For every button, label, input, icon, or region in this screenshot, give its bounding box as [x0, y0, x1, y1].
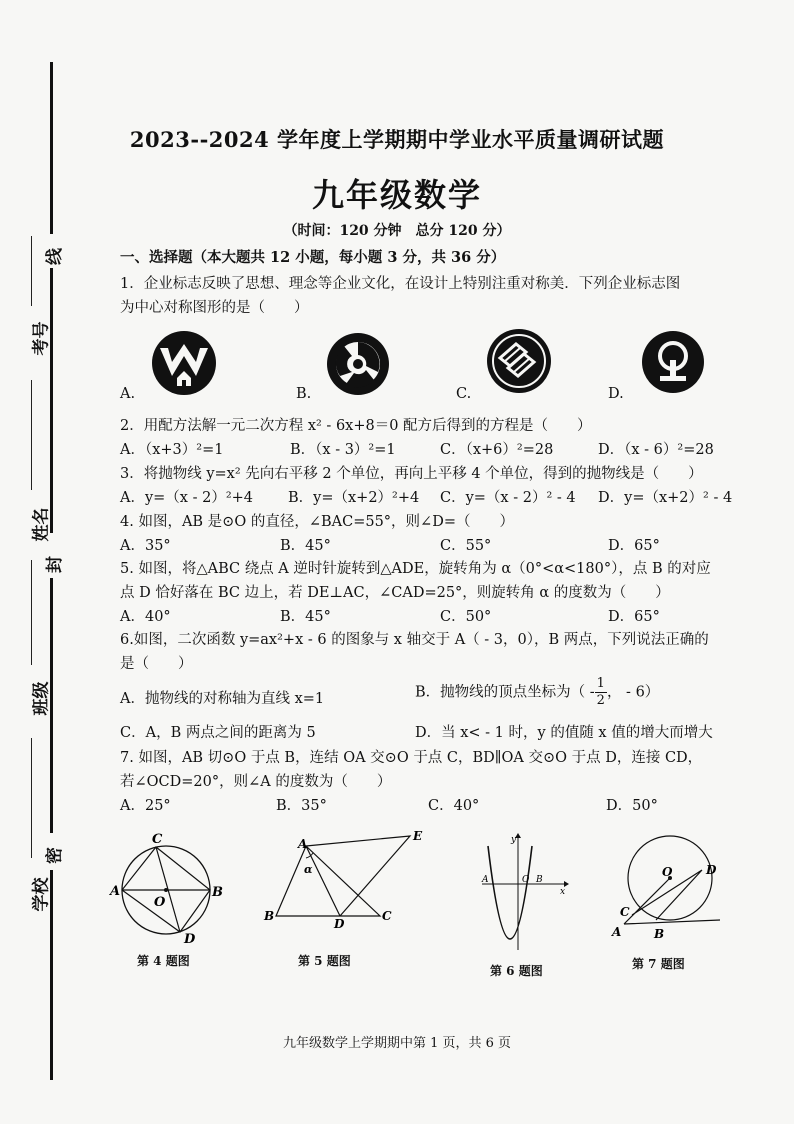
q5-option-c[interactable]: C．50°	[440, 609, 492, 625]
q5-option-b[interactable]: B．45°	[280, 609, 331, 625]
q7-stem-line1: 7. 如图，AB 切⊙O 于点 B，连结 OA 交⊙O 于点 C，BD∥OA 交⊙O 于点 D，连接 CD，	[120, 750, 703, 766]
fig4-label-c: C	[152, 832, 163, 847]
q6-option-d[interactable]: D．当 x< - 1 时，y 的值随 x 值的增大而增大	[415, 725, 713, 741]
fig5-label-d: D	[334, 917, 345, 928]
class-blank[interactable]	[31, 560, 32, 665]
q6-fraction	[595, 676, 607, 709]
q6-option-b-prefix: B．抛物线的顶点坐标为（ -	[415, 684, 595, 701]
section-heading: 一、选择题（本大题共 12 小题，每小题 3 分，共 36 分）	[120, 249, 506, 266]
q3-option-b[interactable]: B．y=（x+2）²+4	[288, 490, 420, 506]
figure-q4	[104, 830, 234, 945]
q4-option-a[interactable]: A．35°	[120, 538, 171, 554]
q6-option-c[interactable]: C．A，B 两点之间的距离为 5	[120, 725, 316, 741]
fig4-caption: 第 4 题图	[137, 954, 190, 968]
fig6-label-y: y	[511, 835, 517, 845]
fig5-label-alpha: α	[304, 863, 313, 876]
logo-swirl-icon	[326, 332, 390, 396]
q2-stem: 2．用配方法解一元二次方程 x² - 6x+8＝0 配方后得到的方程是（ ）	[120, 418, 592, 434]
q6-fraction-denominator: 2	[596, 693, 605, 708]
fig6-label-o: O	[522, 875, 530, 885]
exam-title: 2023--2024 学年度上学期期中学业水平质量调研试题	[129, 127, 665, 152]
q4-option-b[interactable]: B．45°	[280, 538, 331, 554]
name-label: 姓名	[31, 507, 52, 542]
fig6-label-x: x	[560, 887, 566, 897]
q6-stem-line1: 6.如图，二次函数 y=ax²+x - 6 的图象与 x 轴交于 A（ - 3，0），B 两点，下列说法正确的	[120, 632, 709, 648]
q5-stem-line1: 5. 如图，将△ABC 绕点 A 逆时针旋转到△ADE，旋转角为 α（0°<α<180°），点 B 的对应	[120, 561, 711, 577]
q2-option-d[interactable]: D．（x - 6）²=28	[598, 442, 714, 458]
figure-q6	[478, 832, 570, 954]
figure-q5	[258, 828, 428, 928]
page-footer: 九年级数学上学期期中第 1 页，共 6 页	[282, 1036, 512, 1051]
margin-secret-label: 密	[45, 847, 65, 864]
q3-option-c[interactable]: C．y=（x - 2）² - 4	[440, 490, 576, 506]
fig7-label-b: B	[654, 927, 665, 941]
q6-option-b-suffix: ， - 6）	[606, 684, 660, 701]
fig7-caption: 第 7 题图	[632, 957, 685, 971]
q1-option-c[interactable]: C.	[456, 386, 472, 402]
fig7-label-a: A	[612, 925, 622, 939]
q6-option-a[interactable]: A．抛物线的对称轴为直线 x=1	[120, 691, 325, 707]
logo-railway-icon	[640, 330, 706, 394]
fig5-label-b: B	[264, 909, 275, 923]
fig6-label-b: B	[536, 875, 543, 885]
class-label: 班级	[31, 681, 52, 716]
logo-w-house-icon	[150, 330, 218, 396]
fig4-label-a: A	[110, 884, 121, 899]
fig5-caption: 第 5 题图	[298, 954, 351, 968]
q1-option-b[interactable]: B.	[296, 386, 312, 402]
q6-fraction-numerator: 1	[596, 676, 605, 691]
fig5-label-c: C	[382, 909, 392, 923]
q7-option-d[interactable]: D．50°	[606, 798, 658, 814]
q1-option-a[interactable]: A.	[120, 386, 136, 402]
fig5-label-a: A	[298, 837, 308, 851]
fig7-label-o: O	[662, 865, 673, 879]
logo-layers-icon	[486, 328, 552, 394]
q1-option-d[interactable]: D.	[608, 386, 624, 402]
fig4-label-d: D	[184, 932, 196, 945]
exam-number-label: 考号	[31, 321, 52, 356]
margin-line-label: 线	[45, 248, 65, 265]
school-label: 学校	[31, 877, 52, 912]
q4-option-d[interactable]: D．65°	[608, 538, 660, 554]
q6-option-b[interactable]	[415, 676, 659, 709]
exam-number-blank[interactable]	[31, 236, 32, 306]
q7-option-a[interactable]: A．25°	[120, 798, 171, 814]
fig7-label-c: C	[620, 905, 630, 919]
q5-option-a[interactable]: A．40°	[120, 609, 171, 625]
fig6-caption: 第 6 题图	[490, 964, 543, 978]
binding-line-mid1	[50, 268, 53, 533]
q4-stem: 4. 如图，AB 是⊙O 的直径，∠BAC=55°，则∠D=（ ）	[120, 514, 514, 530]
q6-stem-line2: 是（ ）	[120, 656, 193, 672]
fig5-label-e: E	[413, 829, 423, 843]
subject-title: 九年级数学	[311, 176, 482, 214]
fig7-label-d: D	[706, 863, 717, 877]
q3-option-d[interactable]: D．y=（x+2）² - 4	[598, 490, 733, 506]
school-blank[interactable]	[31, 738, 32, 858]
q3-option-a[interactable]: A．y=（x - 2）²+4	[120, 490, 254, 506]
q7-option-c[interactable]: C．40°	[428, 798, 480, 814]
q2-option-b[interactable]: B．（x - 3）²=1	[290, 442, 396, 458]
name-blank[interactable]	[31, 380, 32, 490]
fig4-label-b: B	[212, 885, 223, 900]
q2-option-c[interactable]: C．（x+6）²=28	[440, 442, 554, 458]
q5-option-d[interactable]: D．65°	[608, 609, 660, 625]
figure-q7	[610, 832, 730, 944]
q1-stem-line2: 为中心对称图形的是（ ）	[120, 300, 309, 316]
q7-stem-line2: 若∠OCD=20°，则∠A 的度数为（ ）	[120, 774, 392, 790]
margin-seal-label: 封	[45, 556, 65, 573]
q3-stem: 3．将抛物线 y=x² 先向右平移 2 个单位，再向上平移 4 个单位，得到的抛物线是（ ）	[120, 466, 703, 482]
q4-option-c[interactable]: C．55°	[440, 538, 492, 554]
exam-meta: （时间：120 分钟 总分 120 分）	[283, 223, 511, 239]
fig6-label-a: A	[482, 875, 489, 885]
q5-stem-line2: 点 D 恰好落在 BC 边上，若 DE⊥AC，∠CAD=25°，则旋转角 α 的度数为（ ）	[120, 585, 670, 601]
q1-stem-line1: 1．企业标志反映了思想、理念等企业文化，在设计上特别注重对称美．下列企业标志图	[120, 276, 681, 292]
fig4-label-o: O	[154, 895, 166, 910]
q2-option-a[interactable]: A．（x+3）²=1	[120, 442, 224, 458]
q7-option-b[interactable]: B．35°	[276, 798, 327, 814]
